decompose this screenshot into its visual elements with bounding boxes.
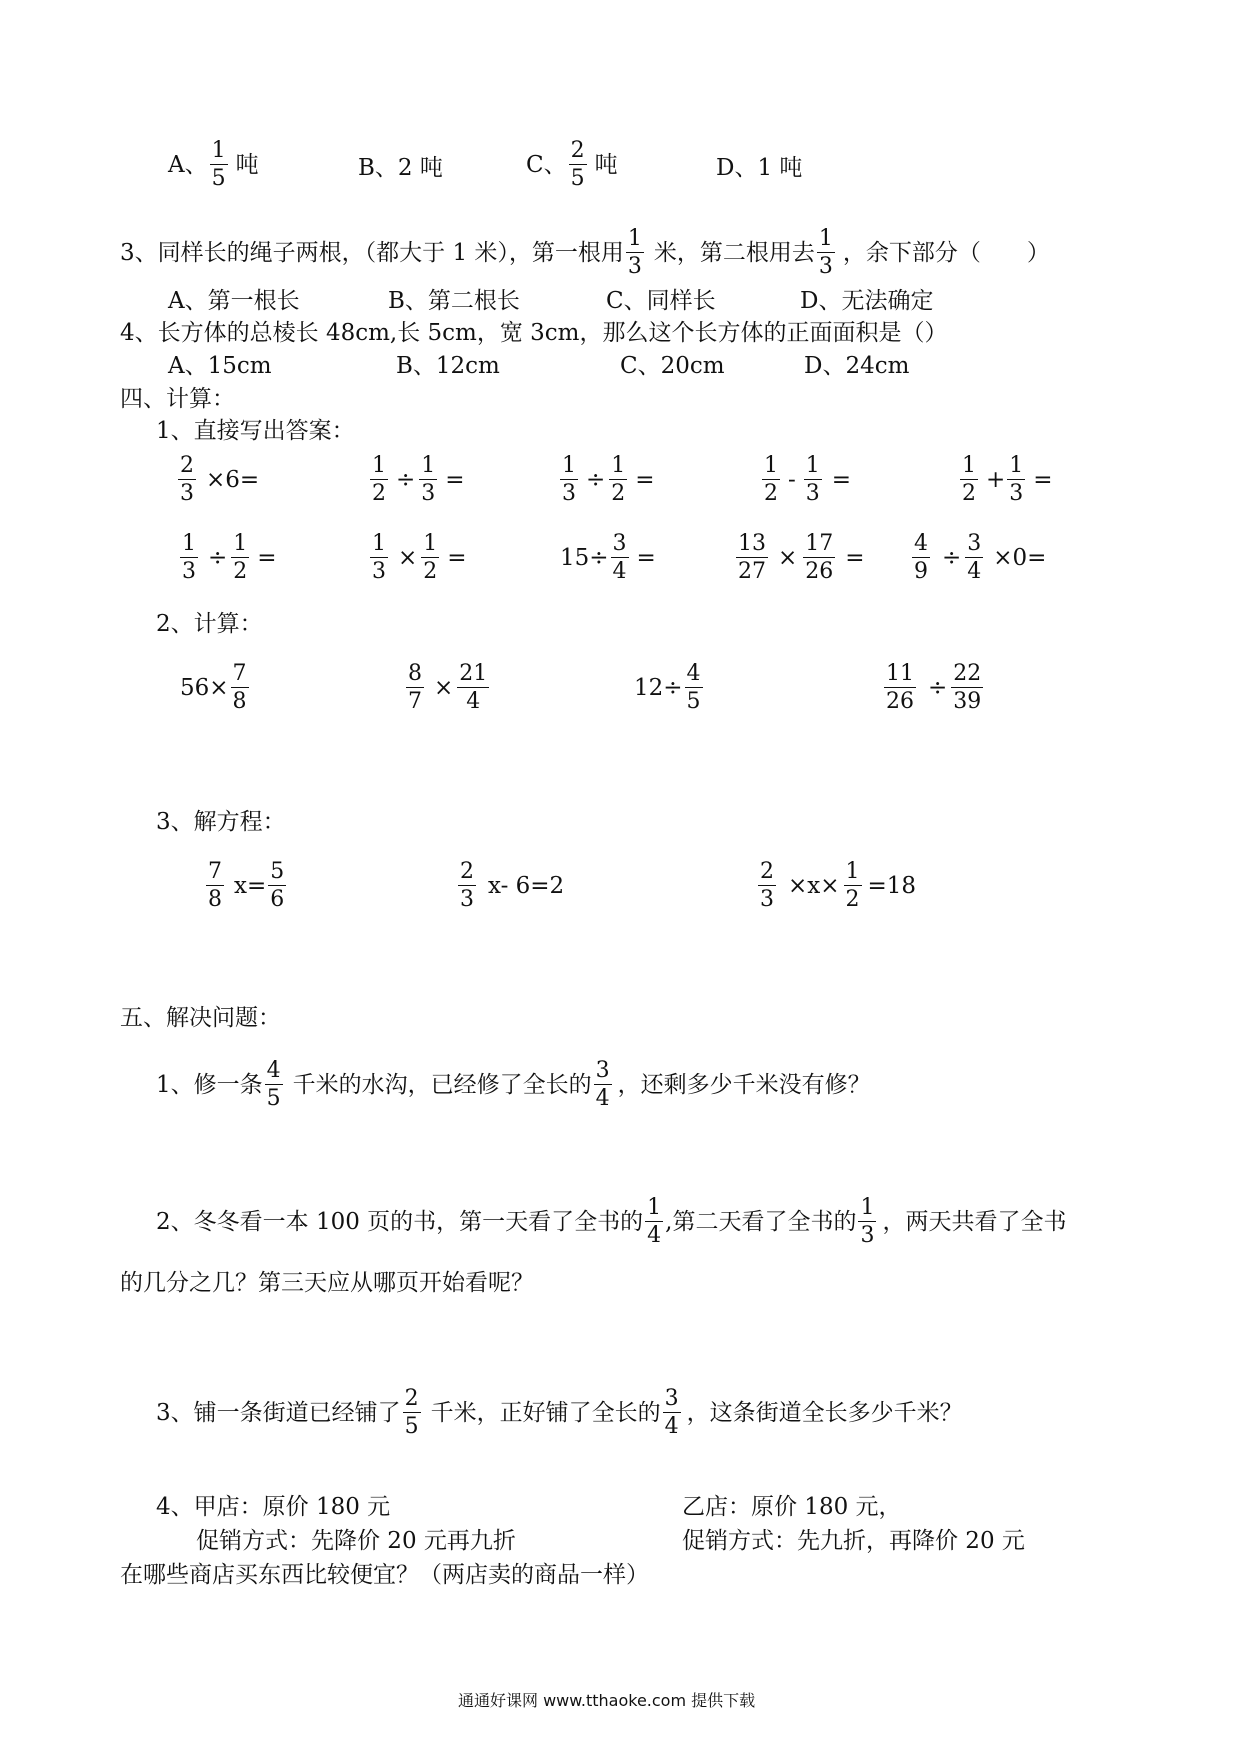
shop-b-price: 乙店：原价 180 元， xyxy=(682,1494,902,1520)
calc-r2-e2: $\frac{1}{3}$ × $\frac{1}{2}$ = xyxy=(372,531,467,584)
page-footer: 通通好课网 www.tthaoke.com 提供下载 xyxy=(458,1691,756,1710)
q2-option-b: B、2 吨 xyxy=(358,155,443,181)
problem-1: 1、修一条 4 5 千米的水沟，已经修了全长的 3 4 ，还剩多少千米没有修？ xyxy=(156,1058,871,1111)
calc-r3-e1: 56× $\frac{7}{8}$ xyxy=(180,661,247,714)
q4-option-b: B、12cm xyxy=(396,353,500,379)
shop-a-promo: 促销方式：先降价 20 元再九折 xyxy=(196,1528,516,1554)
fraction: $\frac{2}{3}$ xyxy=(180,453,194,506)
problem-2-line-2: 的几分之几？第三天应从哪页开始看呢？ xyxy=(120,1270,534,1296)
calc-r1-e2: $\frac{1}{2}$ ÷ $\frac{1}{3}$ = xyxy=(372,453,465,506)
equation-2: 2 3 x- 6=2 xyxy=(460,859,565,912)
fraction: $\frac{13}{27}$ xyxy=(738,531,766,584)
fraction: $\frac{4}{9}$ xyxy=(914,531,928,584)
fraction: 4 5 xyxy=(266,1058,281,1111)
fraction: 3 4 xyxy=(664,1386,679,1439)
fraction: $\frac{1}{3}$ xyxy=(372,531,386,584)
fraction: $\frac{17}{26}$ xyxy=(805,531,834,584)
fraction: $\frac{3}{4}$ xyxy=(967,531,982,584)
q4-option-a: A、15cm xyxy=(168,353,272,379)
fraction: 1 4 xyxy=(647,1195,662,1248)
q2-option-d: D、1 吨 xyxy=(716,155,803,181)
calc-r3-e2: $\frac{8}{7}$ × $\frac{21}{4}$ xyxy=(408,661,488,714)
shop-b-promo: 促销方式：先九折，再降价 20 元 xyxy=(682,1528,1025,1554)
fraction: 1 5 xyxy=(211,138,226,191)
question-4: 4、长方体的总棱长 48cm,长 5cm，宽 3cm，那么这个长方体的正面面积是（） xyxy=(120,320,948,346)
fraction: $\frac{22}{39}$ xyxy=(953,661,982,714)
section-4-sub-2: 2、计算： xyxy=(156,611,263,637)
calc-r2-e3: 15÷ $\frac{3}{4}$ = xyxy=(560,531,656,584)
fraction: $\frac{1}{2}$ xyxy=(372,453,386,506)
fraction: 1 2 xyxy=(962,453,976,506)
q3-option-d: D、无法确定 xyxy=(800,288,934,314)
fraction: 3 4 xyxy=(595,1058,610,1111)
calc-r1-e3: $\frac{1}{3}$ ÷ $\frac{1}{2}$ = xyxy=(562,453,655,506)
fraction: 7 8 xyxy=(208,859,222,912)
section-4-sub-3: 3、解方程： xyxy=(156,809,286,835)
fraction: $\frac{7}{8}$ xyxy=(232,661,247,714)
fraction: 1 3 xyxy=(818,226,833,279)
calc-r1-e5: 1 2 + $\frac{1}{3}$ = xyxy=(962,453,1053,506)
fraction: 1 3 xyxy=(860,1195,875,1248)
q3-option-b: B、第二根长 xyxy=(388,288,520,314)
q3-option-a: A、第一根长 xyxy=(168,288,300,314)
section-4-sub-1: 1、直接写出答案： xyxy=(156,418,355,444)
section-5-title: 五、解决问题： xyxy=(120,1005,281,1031)
fraction: $\frac{4}{5}$ xyxy=(686,661,701,714)
shop-a-price: 4、甲店：原价 180 元 xyxy=(156,1494,391,1520)
fraction: $\frac{5}{6}$ xyxy=(270,859,285,912)
fraction: $\frac{1}{2}$ xyxy=(611,453,626,506)
q4-option-d: D、24cm xyxy=(804,353,910,379)
fraction: $\frac{1}{3}$ xyxy=(805,453,820,506)
fraction: 2 3 xyxy=(460,859,474,912)
calc-r2-e4: $\frac{13}{27}$ × $\frac{17}{26}$ = xyxy=(738,531,865,584)
calc-r1-e4: 1 2 - $\frac{1}{3}$ = xyxy=(764,453,852,506)
equation-1: 7 8 x= $\frac{5}{6}$ xyxy=(208,859,285,912)
fraction: 2 5 xyxy=(404,1386,419,1439)
fraction: $\frac{1}{3}$ xyxy=(421,453,436,506)
equation-3: $\frac{2}{3}$ ×x× $\frac{1}{2}$ =18 xyxy=(760,859,917,912)
calc-r1-e1: $\frac{2}{3}$ ×6= xyxy=(180,453,260,506)
calc-r2-e1: $\frac{1}{3}$ ÷ $\frac{1}{2}$ = xyxy=(182,531,277,584)
fraction: 1 3 xyxy=(627,226,642,279)
fraction: $\frac{1}{2}$ xyxy=(845,859,860,912)
fraction: 1 2 xyxy=(764,453,778,506)
fraction: $\frac{1}{3}$ xyxy=(182,531,196,584)
q2-option-a: A、 1 5 吨 xyxy=(168,138,259,191)
fraction: $\frac{11}{26}$ xyxy=(886,661,914,714)
fraction: $\frac{2}{3}$ xyxy=(760,859,774,912)
fraction: $\frac{1}{2}$ xyxy=(423,531,438,584)
problem-2: 2、冬冬看一本 100 页的书，第一天看了全书的 1 4 ,第二天看了全书的 1 3 ，两天共看了全书 xyxy=(156,1195,1067,1248)
section-4-title: 四、计算： xyxy=(120,386,235,412)
fraction: 2 5 xyxy=(570,138,585,191)
q2-option-c: C、 2 5 吨 xyxy=(526,138,618,191)
calc-r2-e5: $\frac{4}{9}$ ÷ $\frac{3}{4}$ ×0= xyxy=(914,531,1047,584)
calc-r3-e4: $\frac{11}{26}$ ÷ $\frac{22}{39}$ xyxy=(886,661,982,714)
question-3: 3、同样长的绳子两根，（都大于 1 米），第一根用 1 3 米，第二根用去 1 3 ，余下部分（ ） xyxy=(120,226,1050,279)
problem-4-question: 在哪些商店买东西比较便宜？（两店卖的商品一样） xyxy=(120,1562,649,1588)
calc-r3-e3: 12÷ $\frac{4}{5}$ xyxy=(634,661,701,714)
fraction: $\frac{21}{4}$ xyxy=(459,661,488,714)
problem-3: 3、铺一条街道已经铺了 2 5 千米，正好铺了全长的 3 4 ，这条街道全长多少千米？ xyxy=(156,1386,963,1439)
fraction: $\frac{1}{3}$ xyxy=(1009,453,1024,506)
fraction: $\frac{8}{7}$ xyxy=(408,661,422,714)
fraction: $\frac{1}{3}$ xyxy=(562,453,576,506)
fraction: $\frac{1}{2}$ xyxy=(233,531,248,584)
q4-option-c: C、20cm xyxy=(620,353,725,379)
fraction: $\frac{3}{4}$ xyxy=(612,531,627,584)
q3-option-c: C、同样长 xyxy=(606,288,716,314)
